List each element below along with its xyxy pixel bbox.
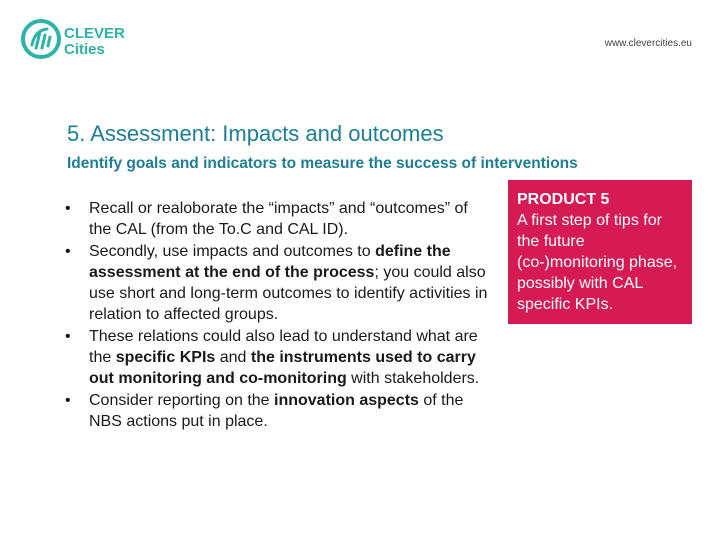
bullet-item	[64, 241, 492, 326]
site-url: www.clevercities.eu	[604, 38, 692, 49]
bullet-bold-text: specific KPIs	[115, 349, 216, 367]
clever-cities-logo	[20, 18, 130, 66]
bullet-dot-icon: •	[65, 200, 71, 217]
page-title: 5. Assessment: Impacts and outcomes	[67, 121, 444, 146]
bullet-text: These relations could also lead to understand what are the	[89, 327, 478, 367]
bullet-text: ; you could also use short and long-term outcomes to identify activities in relation to affected groups.	[89, 263, 488, 324]
bullet-item	[64, 198, 492, 241]
product-callout	[508, 180, 692, 324]
product-title: PRODUCT 5	[517, 191, 610, 208]
bullet-list	[64, 198, 492, 432]
logo-wordmark	[64, 26, 125, 58]
logo-line1: CLEVER	[64, 25, 125, 42]
bullet-dot-icon: •	[65, 327, 71, 345]
bullet-text: of the NBS actions put in place.	[89, 391, 464, 430]
bullet-text: Consider reporting on the	[89, 391, 274, 409]
clever-cities-leaf-logo-icon	[20, 18, 62, 60]
logo-line2: Cities	[64, 41, 105, 58]
page-subtitle: Identify goals and indicators to measure the success of interventions	[67, 155, 578, 172]
bullet-text: with stakeholders.	[346, 370, 480, 388]
bullet-bold-text: innovation aspects	[274, 391, 419, 409]
bullet-dot-icon: •	[65, 391, 71, 409]
bullet-text: and	[215, 349, 251, 367]
bullet-item	[64, 390, 492, 433]
bullet-text: Secondly, use impacts and outcomes to	[89, 242, 376, 260]
bullet-item	[64, 326, 492, 390]
product-text: A first step of tips for the future (co-)monitoring phase, possibly with CAL specific KPIs.	[517, 212, 678, 313]
bullet-bold-text: the instruments used to carry out monitoring and co-monitoring	[89, 349, 476, 388]
bullet-text: Recall or realoborate the “impacts” and “outcomes” of the CAL (from the To.C and CAL ID).	[89, 200, 468, 239]
bullet-bold-text: define the assessment at the end of the process	[89, 242, 451, 281]
bullet-dot-icon: •	[65, 242, 71, 260]
